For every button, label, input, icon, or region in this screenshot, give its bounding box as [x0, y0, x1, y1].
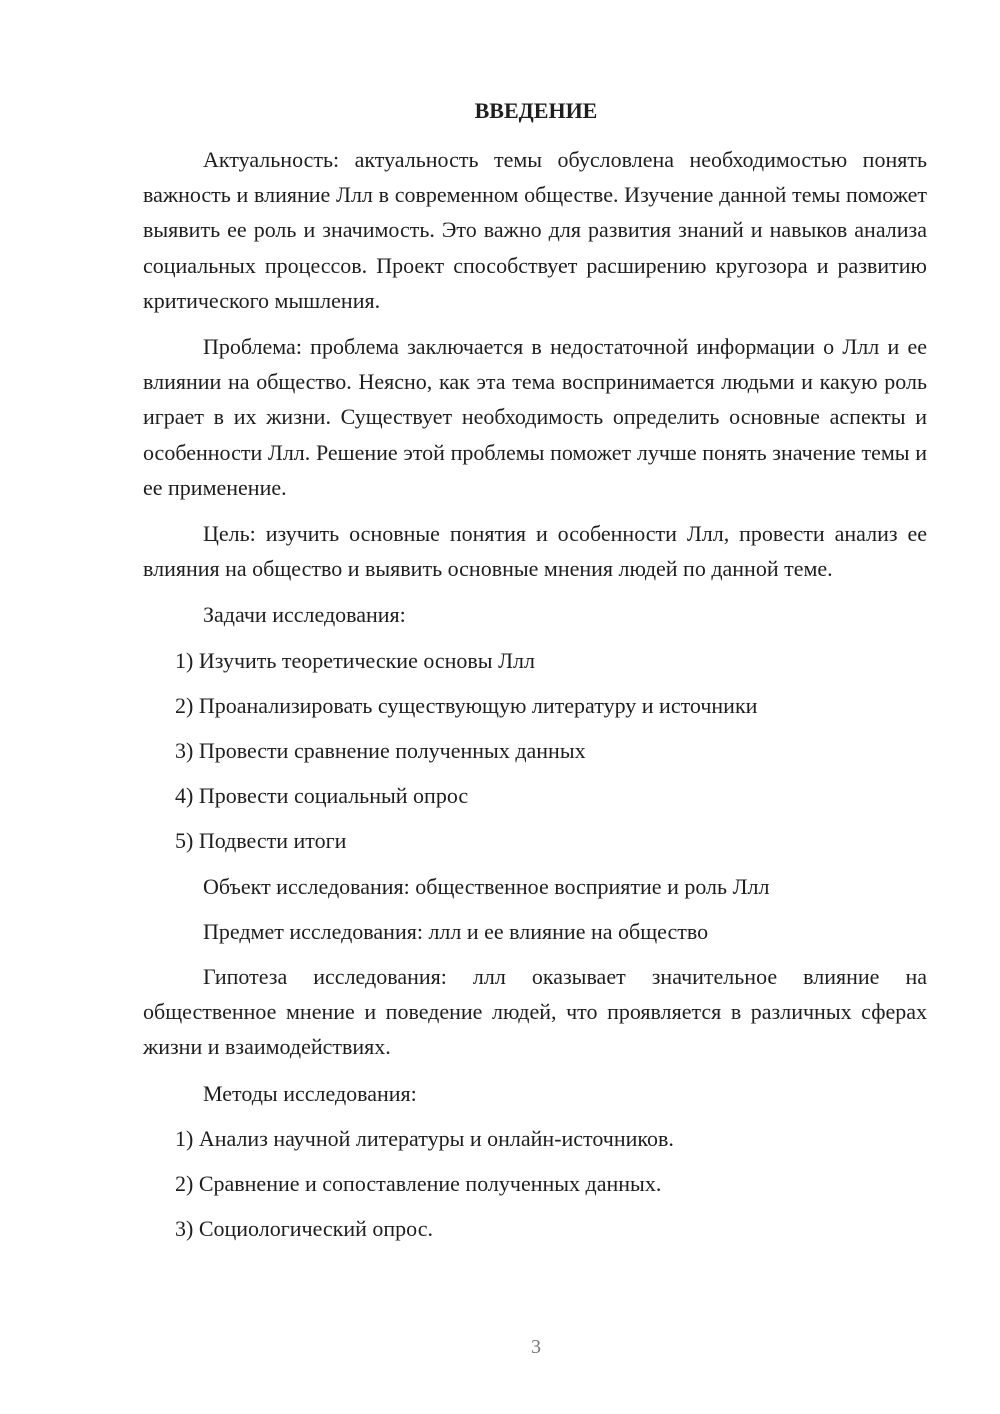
list-item: 2) Проанализировать существующую литературу и источники: [175, 692, 758, 718]
problem-paragraph: Проблема: проблема заключается в недостаточной информации о Ллл и ее влиянии на общество. Неясно, как эта тема воспринимается людьми и какую роль играет в их жизни. Существует необходимость определить основные аспекты и особенности Ллл. Решение этой проблемы поможет лучше понять значение темы и ее применение.: [143, 334, 927, 500]
relevance-paragraph: Актуальность: актуальность темы обусловлена необходимостью понять важность и влияние Ллл в современном обществе. Изучение данной темы поможет выявить ее роль и значимость. Это важно для развития знаний и навыков анализа социальных процессов. Проект способствует расширению кругозора и развитию критического мышления.: [143, 147, 927, 313]
list-item: 5) Подвести итоги: [175, 828, 347, 854]
tasks-heading: Задачи исследования:: [203, 602, 406, 628]
page-title: ВВЕДЕНИЕ: [474, 98, 598, 123]
hypothesis-paragraph: Гипотеза исследования: ллл оказывает значительное влияние на общественное мнение и поведение людей, что проявляется в различных сферах жизни и взаимодействиях.: [143, 964, 927, 1060]
page-number: 3: [531, 1336, 541, 1358]
goal-paragraph: Цель: изучить основные понятия и особенности Ллл, провести анализ ее влияния на общество и выявить основные мнения людей по данной теме.: [143, 521, 927, 582]
list-item: 3) Социологический опрос.: [175, 1216, 433, 1242]
list-item: 2) Сравнение и сопоставление полученных данных.: [175, 1171, 662, 1197]
document-body: [143, 142, 927, 1256]
list-item: 4) Провести социальный опрос: [175, 783, 469, 809]
list-item: 1) Анализ научной литературы и онлайн-источников.: [175, 1125, 674, 1151]
methods-list: [143, 1121, 927, 1247]
list-item: 3) Провести сравнение полученных данных: [175, 738, 586, 764]
object-line: Объект исследования: общественное восприятие и роль Ллл: [203, 873, 770, 899]
list-item: 1) Изучить теоретические основы Ллл: [175, 647, 535, 673]
tasks-list: [143, 643, 927, 859]
methods-heading: Методы исследования:: [203, 1080, 417, 1106]
subject-line: Предмет исследования: ллл и ее влияние на общество: [203, 918, 709, 944]
